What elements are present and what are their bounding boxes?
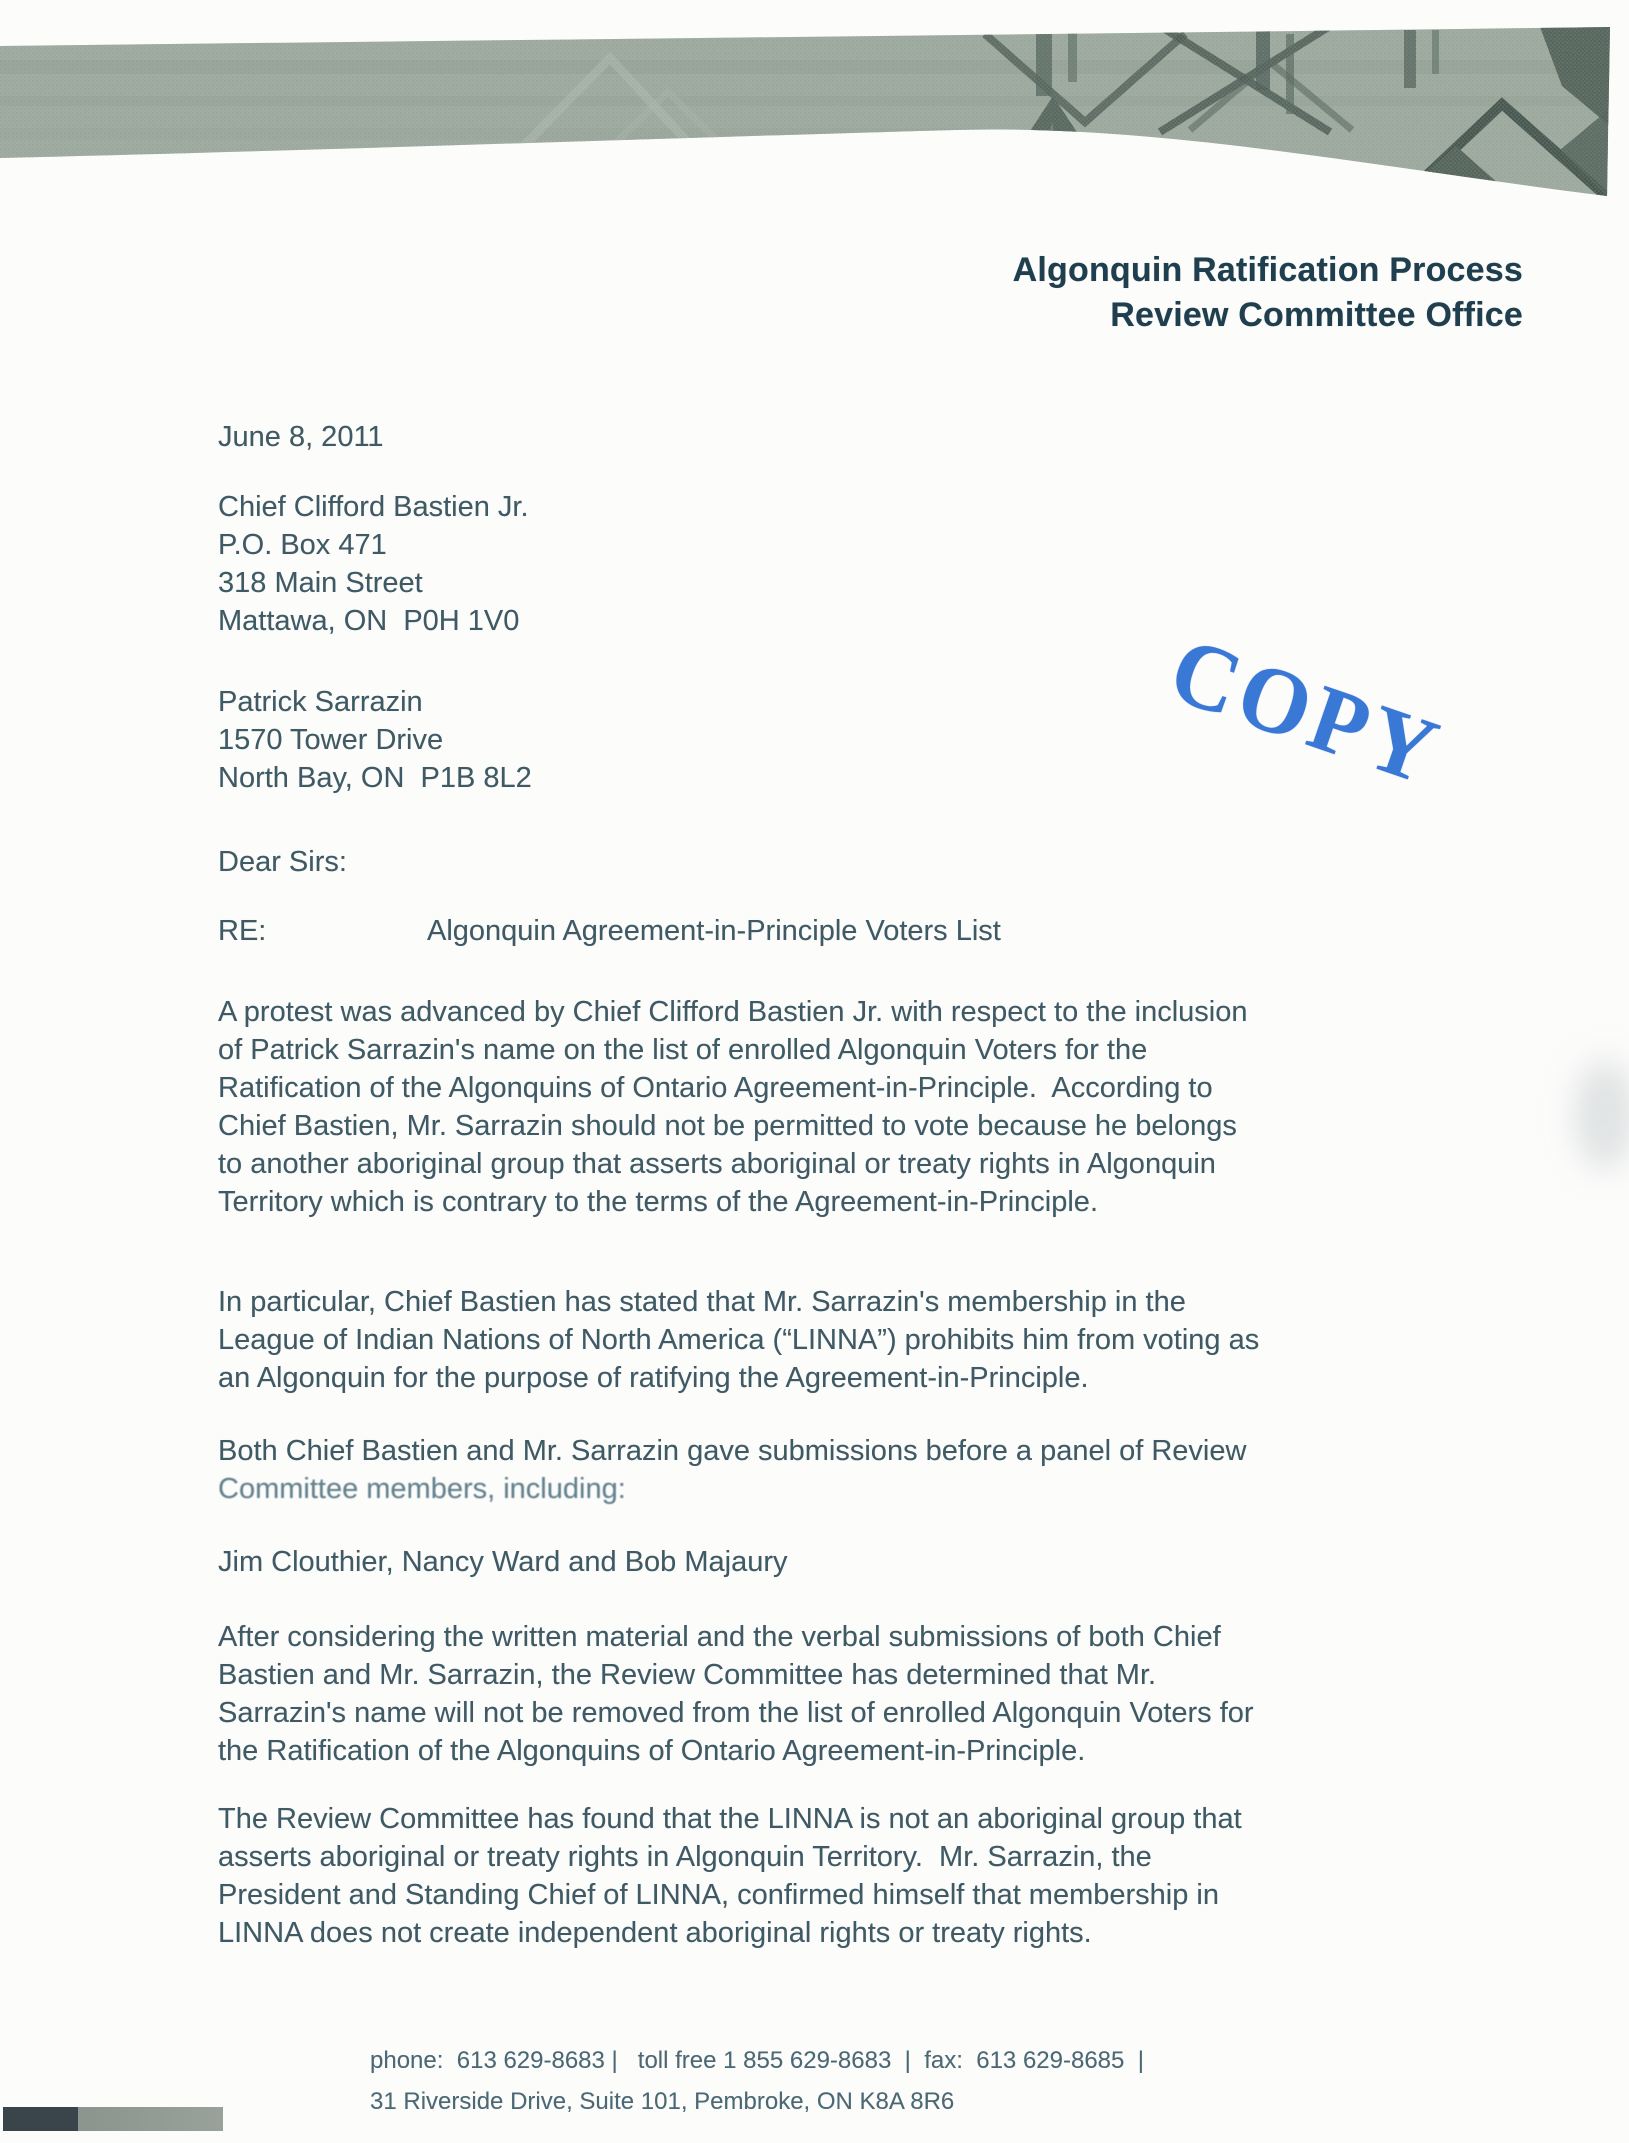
paragraph-line: to another aboriginal group that asserts aboriginal or treaty rights in Algonquin	[218, 1148, 1216, 1180]
paragraph-4	[218, 1618, 1254, 1770]
org-title-line1: Algonquin Ratification Process	[1012, 251, 1523, 289]
footer-address-line: 31 Riverside Drive, Suite 101, Pembroke, ON K8A 8R6	[370, 2088, 955, 2115]
paragraph-line: President and Standing Chief of LINNA, confirmed himself that membership in	[218, 1879, 1219, 1911]
recipient-address-2	[218, 683, 532, 797]
paragraph-line: Bastien and Mr. Sarrazin, the Review Committee has determined that Mr.	[218, 1659, 1157, 1691]
re-subject-row	[218, 912, 1001, 950]
re-subject: Algonquin Agreement-in-Principle Voters List	[427, 915, 1001, 947]
scan-smudge-artifact	[1575, 1060, 1629, 1170]
address-line: 1570 Tower Drive	[218, 724, 444, 756]
decorative-banner-image	[0, 0, 1629, 215]
copy-stamp: COPY	[1157, 617, 1455, 807]
salutation: Dear Sirs:	[218, 846, 347, 878]
address-line: 318 Main Street	[218, 567, 423, 599]
scan-artifact-bar	[3, 2107, 223, 2131]
paragraph-line: asserts aboriginal or treaty rights in Algonquin Territory. Mr. Sarrazin, the	[218, 1841, 1152, 1873]
paragraph-line: League of Indian Nations of North America (“LINNA”) prohibits him from voting as	[218, 1324, 1260, 1356]
letterhead-org-title	[1013, 248, 1523, 338]
letter-date: June 8, 2011	[218, 421, 384, 453]
paragraph-line: an Algonquin for the purpose of ratifying the Agreement-in-Principle.	[218, 1362, 1089, 1394]
paragraph-2	[218, 1283, 1259, 1397]
address-line: North Bay, ON P1B 8L2	[218, 762, 532, 794]
paragraph-line: Territory which is contrary to the terms of the Agreement-in-Principle.	[218, 1186, 1098, 1218]
paragraph-line: the Ratification of the Algonquins of Ontario Agreement-in-Principle.	[218, 1735, 1086, 1767]
address-line: P.O. Box 471	[218, 529, 387, 561]
recipient-address-1	[218, 488, 529, 640]
paragraph-1	[218, 993, 1248, 1221]
paragraph-5	[218, 1800, 1242, 1952]
paragraph-line: Chief Bastien, Mr. Sarrazin should not be permitted to vote because he belongs	[218, 1110, 1237, 1142]
panel-names-line: Jim Clouthier, Nancy Ward and Bob Majaury	[218, 1546, 788, 1578]
address-line: Patrick Sarrazin	[218, 686, 423, 718]
paragraph-line: After considering the written material and the verbal submissions of both Chief	[218, 1621, 1221, 1653]
footer-phone-line: phone: 613 629-8683 | toll free 1 855 629-8683 | fax: 613 629-8685 |	[370, 2047, 1144, 2074]
paragraph-line: LINNA does not create independent aboriginal rights or treaty rights.	[218, 1917, 1092, 1949]
re-label: RE:	[218, 915, 267, 947]
address-line: Mattawa, ON P0H 1V0	[218, 605, 520, 637]
footer-contact-block	[370, 2040, 1144, 2122]
org-title-line2: Review Committee Office	[1110, 296, 1523, 334]
paragraph-line: Sarrazin's name will not be removed from the list of enrolled Algonquin Voters for	[218, 1697, 1254, 1729]
paragraph-line: Both Chief Bastien and Mr. Sarrazin gave submissions before a panel of Review	[218, 1435, 1247, 1467]
paragraph-line: A protest was advanced by Chief Clifford Bastien Jr. with respect to the inclusion	[218, 996, 1248, 1028]
paragraph-line: In particular, Chief Bastien has stated that Mr. Sarrazin's membership in the	[218, 1286, 1186, 1318]
paragraph-line: of Patrick Sarrazin's name on the list of enrolled Algonquin Voters for the	[218, 1034, 1148, 1066]
address-line: Chief Clifford Bastien Jr.	[218, 491, 529, 523]
paragraph-line: Ratification of the Algonquins of Ontario Agreement-in-Principle. According to	[218, 1072, 1213, 1104]
paragraph-line: Committee members, including:	[218, 1473, 626, 1505]
paragraph-3	[218, 1432, 1246, 1508]
paragraph-line: The Review Committee has found that the LINNA is not an aboriginal group that	[218, 1803, 1242, 1835]
